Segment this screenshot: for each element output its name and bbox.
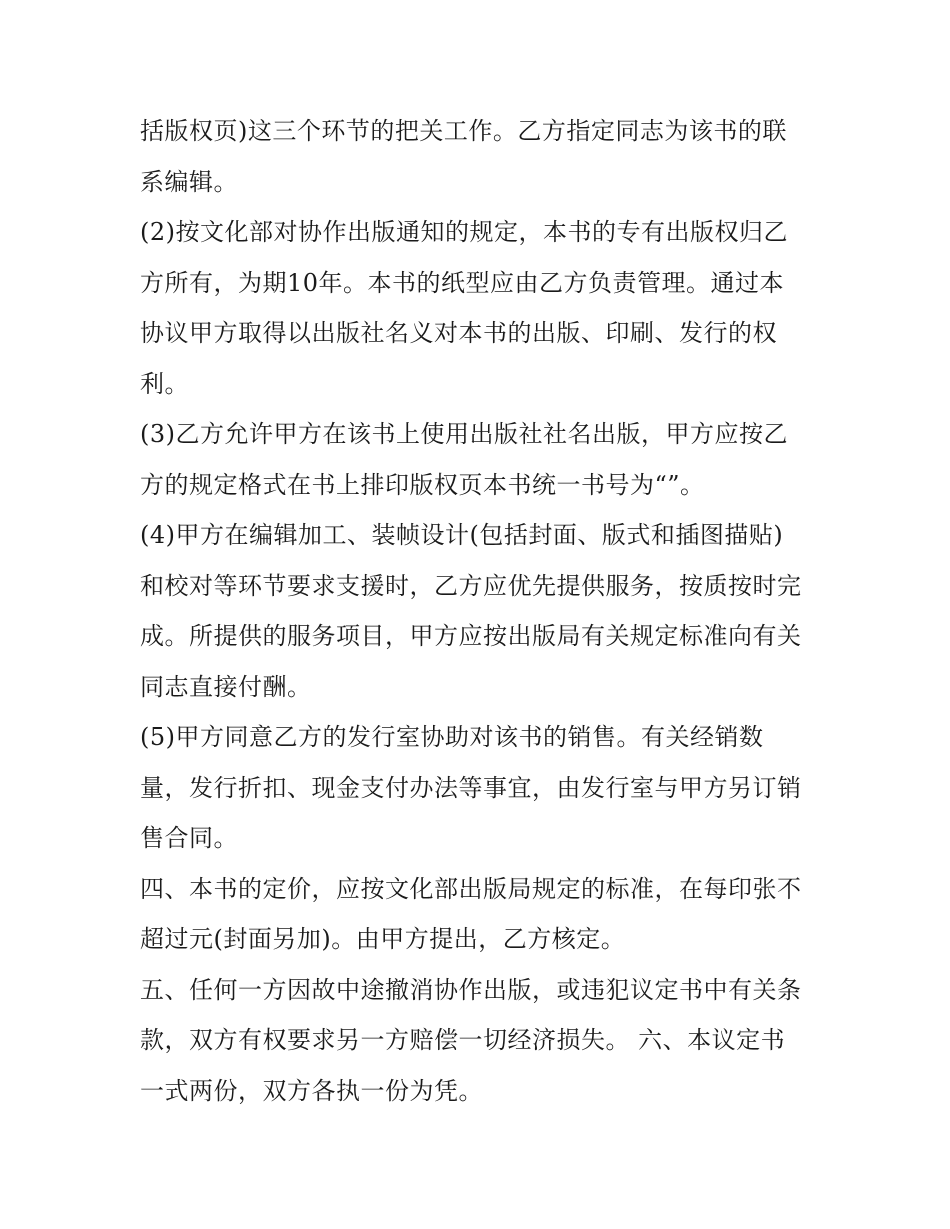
text-line: 五、任何一方因故中途撤消协作出版，或违犯议定书中有关条 (140, 975, 802, 1004)
text-line: 利。 (140, 369, 189, 398)
text-line: 款，双方有权要求另一方赔偿一切经济损失。 六、本议定书 (140, 1026, 786, 1054)
text-line: 和校对等环节要求支援时，乙方应优先提供服务，按质按时完 (140, 571, 802, 600)
text-line: 系编辑。 (140, 167, 238, 196)
text-line: 售合同。 (140, 824, 238, 852)
text-line: 括版权页)这三个环节的把关工作。乙方指定同志为该书的联 (140, 117, 787, 145)
text-line: 协议甲方取得以出版社名义对本书的出版、印刷、发行的权 (140, 319, 777, 347)
text-line: 超过元(封面另加)。由甲方提出，乙方核定。 (140, 925, 626, 953)
text-line: (3)乙方允许甲方在该书上使用出版社社名出版，甲方应按乙 (140, 420, 788, 448)
text-line: 方所有，为期10年。本书的纸型应由乙方负责管理。通过本 (140, 268, 785, 297)
text-line: (5)甲方同意乙方的发行室协助对该书的销售。有关经销数 (140, 723, 764, 751)
text-line: 成。所提供的服务项目，甲方应按出版局有关规定标准向有关 (140, 622, 802, 650)
text-line: 同志直接付酬。 (140, 672, 312, 701)
document-body (140, 106, 820, 1116)
text-line: 方的规定格式在书上排印版权页本书统一书号为“”。 (140, 470, 705, 499)
text-line: 四、本书的定价，应按文化部出版局规定的标准，在每印张不 (140, 874, 802, 903)
text-line: 量，发行折扣、现金支付办法等事宜，由发行室与甲方另订销 (140, 773, 802, 802)
text-line: (4)甲方在编辑加工、装帧设计(包括封面、版式和插图描贴) (140, 521, 784, 549)
text-line: (2)按文化部对协作出版通知的规定，本书的专有出版权归乙 (140, 218, 788, 246)
text-line: 一式两份，双方各执一份为凭。 (140, 1076, 483, 1105)
